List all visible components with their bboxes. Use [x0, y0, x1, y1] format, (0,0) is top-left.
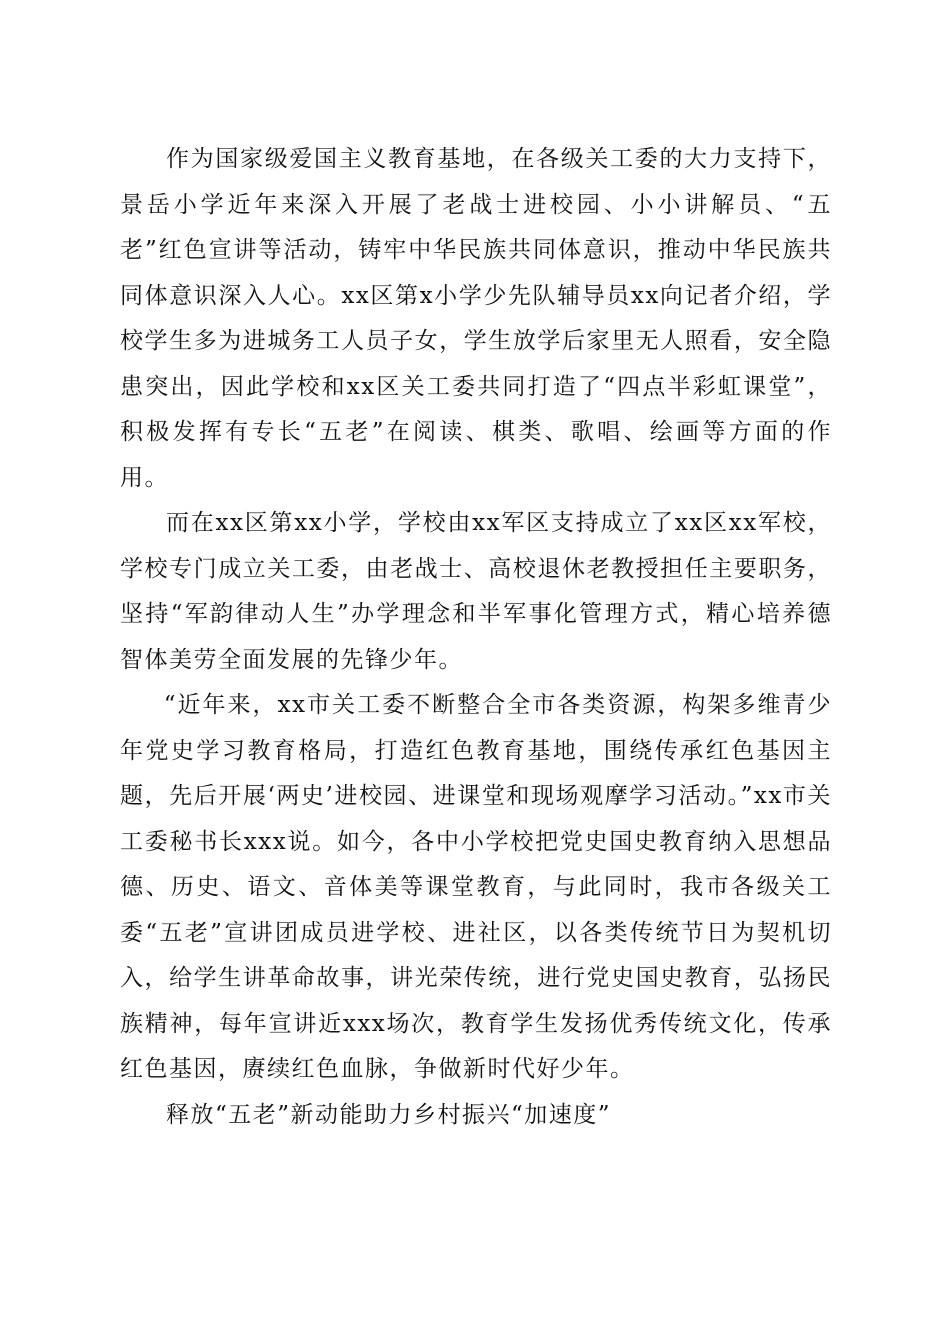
paragraph-military-school: 而在xx区第xx小学，学校由xx军区支持成立了xx区xx军校，学校专门成立关工委，由老战士、高校退休老教授担任主要职务，坚持“军韵律动人生”办学理念和半军事化管理方式，精心培养德智体美劳全面发展的先锋少年。	[120, 510, 832, 673]
section-heading-rural-revitalization: 释放“五老”新动能助力乡村振兴“加速度”	[166, 1101, 612, 1128]
paragraph-party-history-education: “近年来，xx市关工委不断整合全市各类资源，构架多维青少年党史学习教育格局，打造红色教育基地，围绕传承红色基因主题，先后开展‘两史’进校园、进课堂和现场观摩学习活动。”xx市关工委秘书长xxx说。如今，各中小学校把党史国史教育纳入思想品德、历史、语文、音体美等课堂教育，与此同时，我市各级关工委“五老”宣讲团成员进学校、进社区，以各类传统节日为契机切入，给学生讲革命故事，讲光荣传统，进行党史国史教育，弘扬民族精神，每年宣讲近xxx场次，教育学生发扬优秀传统文化，传承红色基因，赓续红色血脉，争做新时代好少年。	[120, 692, 832, 1082]
paragraph-jingyue-school: 作为国家级爱国主义教育基地，在各级关工委的大力支持下，景岳小学近年来深入开展了老战士进校园、小小讲解员、“五老”红色宣讲等活动，铸牢中华民族共同体意识，推动中华民族共同体意识深入人心。xx区第x小学少先队辅导员xx向记者介绍，学校学生多为进城务工人员子女，学生放学后家里无人照看，安全隐患突出，因此学校和xx区关工委共同打造了“四点半彩虹课堂”，积极发挥有专长“五老”在阅读、棋类、歌唱、绘画等方面的作用。	[120, 146, 832, 491]
document-body	[120, 137, 832, 1138]
